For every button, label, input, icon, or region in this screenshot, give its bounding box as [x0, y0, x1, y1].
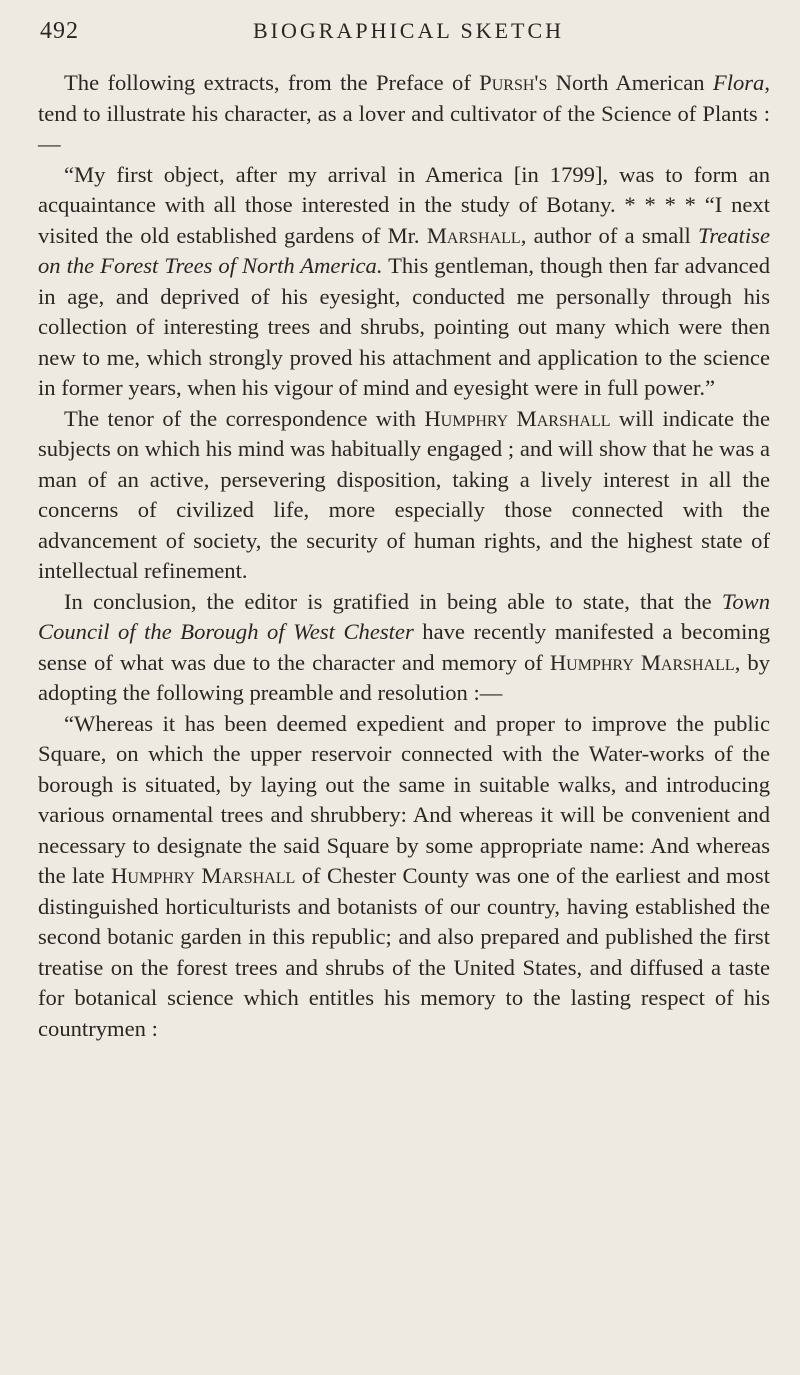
- text-run: This gentleman, though then far advanced in age, and deprived of his eyesight, conducted me personally through his collection of interesting trees and shrubs, pointing out many which were then new to me, which strongly proved his attachment and application to the science in former years, when his vigour of mind and eyesight were in full power.”: [38, 253, 770, 400]
- text-run: of Chester County was one of the earliest and most distinguished horticulturists and botanists of our country, having established the second botanic garden in this republic; and also prepared and published the first treatise on the forest trees and shrubs of the United States, and diffused a taste for botanical science which entitles his memory to the lasting respect of his countrymen :: [38, 863, 770, 1041]
- text-run: North American: [547, 70, 713, 95]
- text-run: will indicate the subjects on which his mind was habitually engaged ; and will show that he was a man of an active, persevering disposition, taking a lively interest in all the concerns of civilized life, more especially those connected with the advancement of society, the security of human rights, and the highest state of intellectual refinement.: [38, 405, 770, 583]
- paragraph-2: [38, 160, 770, 404]
- author-name: Pursh's: [479, 70, 548, 95]
- person-name: Marshall: [426, 222, 521, 248]
- text-run: The tenor of the correspondence with: [64, 405, 425, 431]
- text-run: , author of a small: [520, 222, 699, 248]
- person-name: Humphry Marshall: [549, 649, 735, 675]
- book-page: [38, 14, 770, 1354]
- text-run: In conclusion, the editor is gratified in being able to state, that the: [64, 588, 722, 614]
- book-title: Flora: [712, 70, 765, 95]
- text-run: , tend to illustrate his character, as a lover and cultivator of the Science of Plants :—: [38, 70, 771, 156]
- paragraph-5: [38, 709, 770, 1045]
- text-run: “My first object, after my arrival in America [in 1799], was to form an acquaintance with all those interested in the study of Botany. * * * * “I next visited the old established gardens of Mr.: [38, 161, 770, 248]
- person-name: Humphry Marshall: [424, 405, 611, 431]
- running-head: BIOGRAPHICAL SKETCH: [253, 18, 565, 43]
- text-run: The following extracts, from the Preface of: [64, 70, 480, 95]
- text-run: , by adopting the following preamble and resolution :—: [38, 649, 771, 705]
- paragraph-1: [38, 68, 770, 160]
- paragraph-3: [38, 404, 770, 587]
- book-title: Treatise on the Forest Trees of North America.: [38, 222, 771, 278]
- person-name: Humphry Marshall: [111, 863, 296, 888]
- page-header: [38, 14, 770, 56]
- text-run: “Whereas it has been deemed expedient and proper to improve the public Square, on which the upper reservoir connected with the Water-works of the borough is situated, by laying out the same in suitable walks, and introducing various ornamental trees and shrubbery: And whereas it will be convenient and necessary to designate the said Square by some appropriate name: And whereas the late: [38, 710, 770, 888]
- council-name: Town Council of the Borough of West Chester: [38, 588, 770, 644]
- page-number: 492: [40, 18, 79, 44]
- body-text: [38, 68, 770, 1044]
- paragraph-4: [38, 587, 770, 709]
- text-run: have recently manifested a becoming sense of what was due to the character and memory of: [38, 619, 770, 675]
